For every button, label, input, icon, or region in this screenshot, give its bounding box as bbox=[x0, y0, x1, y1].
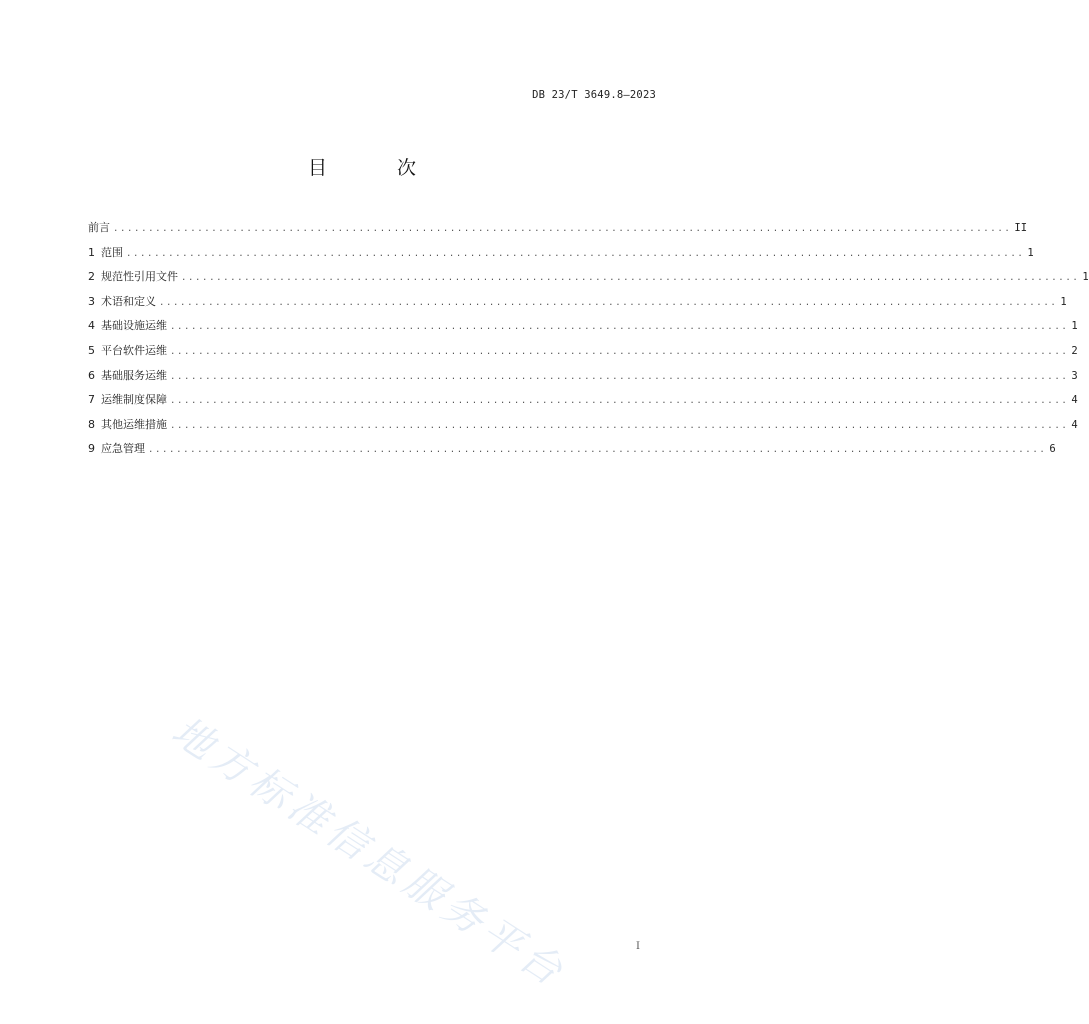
toc-entry-label: 8 其他运维措施 bbox=[88, 417, 167, 431]
toc-entry-number: 2 bbox=[88, 270, 95, 284]
toc-entry-number: 5 bbox=[88, 343, 95, 357]
toc-leader-dots: ................................................................................................................................ bbox=[181, 273, 1080, 284]
toc-leader-dots: ................................................................................................................................ bbox=[159, 297, 1058, 308]
toc-entry-page: 4 bbox=[1071, 418, 1078, 431]
toc-entry-page: 3 bbox=[1071, 369, 1078, 382]
watermark: 地方标准信息服务平台 bbox=[163, 708, 575, 998]
table-of-contents bbox=[88, 219, 1089, 465]
toc-entry-3[interactable] bbox=[88, 293, 1067, 318]
toc-entry-label: 7 运维制度保障 bbox=[88, 393, 167, 407]
toc-entry-label: 3 术语和定义 bbox=[88, 294, 156, 308]
toc-entry-page: 4 bbox=[1071, 394, 1078, 407]
toc-leader-dots: ................................................................................................................................ bbox=[170, 346, 1069, 357]
toc-entry-page: II bbox=[1014, 222, 1028, 234]
toc-entry-number: 6 bbox=[88, 368, 95, 382]
toc-entry-page: 1 bbox=[1060, 295, 1067, 308]
page-number: I bbox=[636, 941, 640, 952]
toc-entry-2[interactable] bbox=[88, 268, 1089, 293]
toc-entry-page: 1 bbox=[1071, 320, 1078, 333]
toc-leader-dots: ................................................................................................................................ bbox=[170, 322, 1069, 333]
toc-entry-foreword[interactable] bbox=[88, 219, 1028, 244]
toc-entry-label: 6 基础服务运维 bbox=[88, 368, 167, 382]
toc-entry-label: 2 规范性引用文件 bbox=[88, 270, 178, 284]
toc-entry-number: 1 bbox=[88, 245, 95, 259]
toc-leader-dots: ................................................................................................................................ bbox=[170, 371, 1069, 382]
toc-leader-dots: ................................................................................................................................ bbox=[170, 420, 1069, 431]
toc-leader-dots: ................................................................................................................................ bbox=[170, 396, 1069, 407]
toc-entry-8[interactable] bbox=[88, 416, 1078, 441]
toc-entry-number: 3 bbox=[88, 294, 95, 308]
toc-entry-4[interactable] bbox=[88, 317, 1078, 342]
toc-entry-label: 4 基础设施运维 bbox=[88, 319, 167, 333]
toc-entry-label: 5 平台软件运维 bbox=[88, 343, 167, 357]
document-code: DB 23/T 3649.8—2023 bbox=[532, 89, 656, 101]
page-title: 目 次 bbox=[307, 157, 449, 179]
toc-entry-label: 1 范围 bbox=[88, 245, 123, 259]
toc-leader-dots: ................................................................................................................................ bbox=[126, 248, 1025, 259]
toc-entry-1[interactable] bbox=[88, 244, 1034, 269]
toc-entry-number: 4 bbox=[88, 319, 95, 333]
toc-entry-9[interactable] bbox=[88, 440, 1056, 465]
toc-entry-page: 6 bbox=[1049, 443, 1056, 456]
toc-entry-label: 前言 bbox=[88, 221, 110, 234]
toc-entry-label: 9 应急管理 bbox=[88, 442, 145, 456]
toc-entry-page: 2 bbox=[1071, 344, 1078, 357]
toc-entry-5[interactable] bbox=[88, 342, 1078, 367]
toc-entry-number: 8 bbox=[88, 417, 95, 431]
toc-entry-number: 7 bbox=[88, 393, 95, 407]
toc-leader-dots: ................................................................................................................................ bbox=[113, 224, 1012, 234]
toc-entry-page: 1 bbox=[1027, 246, 1034, 259]
toc-leader-dots: ................................................................................................................................ bbox=[148, 445, 1047, 456]
toc-entry-7[interactable] bbox=[88, 391, 1078, 416]
toc-entry-6[interactable] bbox=[88, 367, 1078, 392]
toc-entry-page: 1 bbox=[1082, 271, 1089, 284]
toc-entry-number: 9 bbox=[88, 442, 95, 456]
